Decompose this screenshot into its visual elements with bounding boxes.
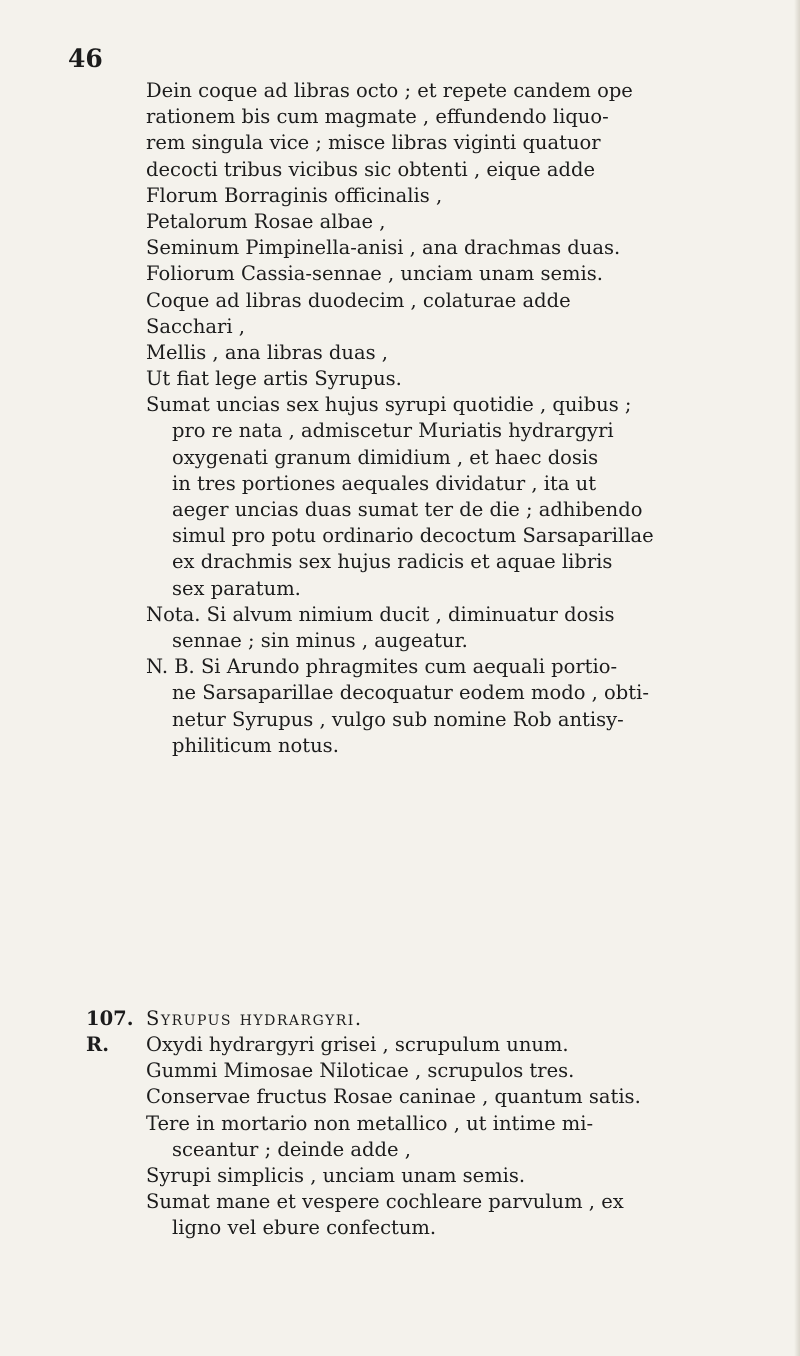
recipe-line: Conservae fructus Rosae caninae , quantum satis.: [146, 1085, 641, 1109]
ingredient-line: Foliorum Cassia-sennae , unciam unam semis.: [146, 262, 603, 286]
text-line: Sumat uncias sex hujus syrupi quotidie , quibus ;: [146, 393, 632, 417]
text-line: Ut fiat lege artis Syrupus.: [146, 367, 402, 391]
recipe-number: 107.: [86, 1007, 134, 1030]
text-line: in tres portiones aequales dividatur , ita ut: [172, 471, 597, 495]
ingredient-line: Seminum Pimpinella-anisi , ana drachmas duas.: [146, 236, 621, 260]
text-line: simul pro potu ordinario decoctum Sarsaparillae: [172, 524, 654, 548]
ingredient-line: Mellis , ana libras duas ,: [146, 340, 389, 364]
ingredient-line: Sacchari ,: [146, 314, 245, 338]
recipe-line: ligno vel ebure confectum.: [172, 1216, 437, 1240]
recipe-line: Sumat mane et vespere cochleare parvulum , ex: [146, 1190, 624, 1214]
nb-line: N. B. Si Arundo phragmites cum aequali portio-: [146, 655, 618, 679]
text-line: ex drachmis sex hujus radicis et aquae libris: [172, 550, 613, 574]
recipe-line: Gummi Mimosae Niloticae , scrupulos tres.: [146, 1059, 575, 1083]
nb-line: ne Sarsaparillae decoquatur eodem modo , obti-: [172, 681, 649, 705]
text-line: sex paratum.: [172, 576, 301, 600]
recipe-heading: [86, 1006, 786, 1032]
text-line: aeger uncias duas sumat ter de die ; adhibendo: [172, 498, 643, 521]
prescription-text: [146, 78, 786, 759]
text-line: pro re nata , admiscetur Muriatis hydrargyri: [172, 419, 614, 443]
scan-edge-shadow: [794, 0, 800, 1356]
nb-line: netur Syrupus , vulgo sub nomine Rob antisy-: [172, 707, 624, 731]
ingredient-line: Florum Borraginis officinalis ,: [146, 183, 443, 207]
text-line: decocti tribus vicibus sic obtenti , eique adde: [146, 157, 596, 181]
text-line: rem singula vice ; misce libras viginti quatuor: [146, 131, 601, 155]
ingredient-line: Petalorum Rosae albae ,: [146, 209, 386, 233]
recipe-line: Oxydi hydrargyri grisei , scrupulum unum.: [146, 1033, 569, 1056]
recipe-symbol: R.: [86, 1033, 109, 1056]
recipe-body: [86, 1032, 786, 1242]
nb-line: philiticum notus.: [172, 733, 339, 757]
nota-line: Nota. Si alvum nimium ducit , diminuatur dosis: [146, 602, 615, 626]
recipe-line: Tere in mortario non metallico , ut intime mi-: [146, 1111, 594, 1135]
recipe-title: Syrupus hydrargyri.: [146, 1007, 363, 1030]
recipe-line: Syrupi simplicis , unciam unam semis.: [146, 1163, 526, 1187]
page-number: 46: [68, 44, 103, 73]
text-line: rationem bis cum magmate , effundendo liquo-: [146, 105, 609, 129]
text-line: Coque ad libras duodecim , colaturae adde: [146, 288, 571, 312]
text-line: oxygenati granum dimidium , et haec dosis: [172, 445, 599, 469]
text-line: Dein coque ad libras octo ; et repete candem ope: [146, 79, 633, 102]
recipe-line: sceantur ; deinde adde ,: [172, 1137, 411, 1161]
nota-line: sennae ; sin minus , augeatur.: [172, 628, 468, 652]
